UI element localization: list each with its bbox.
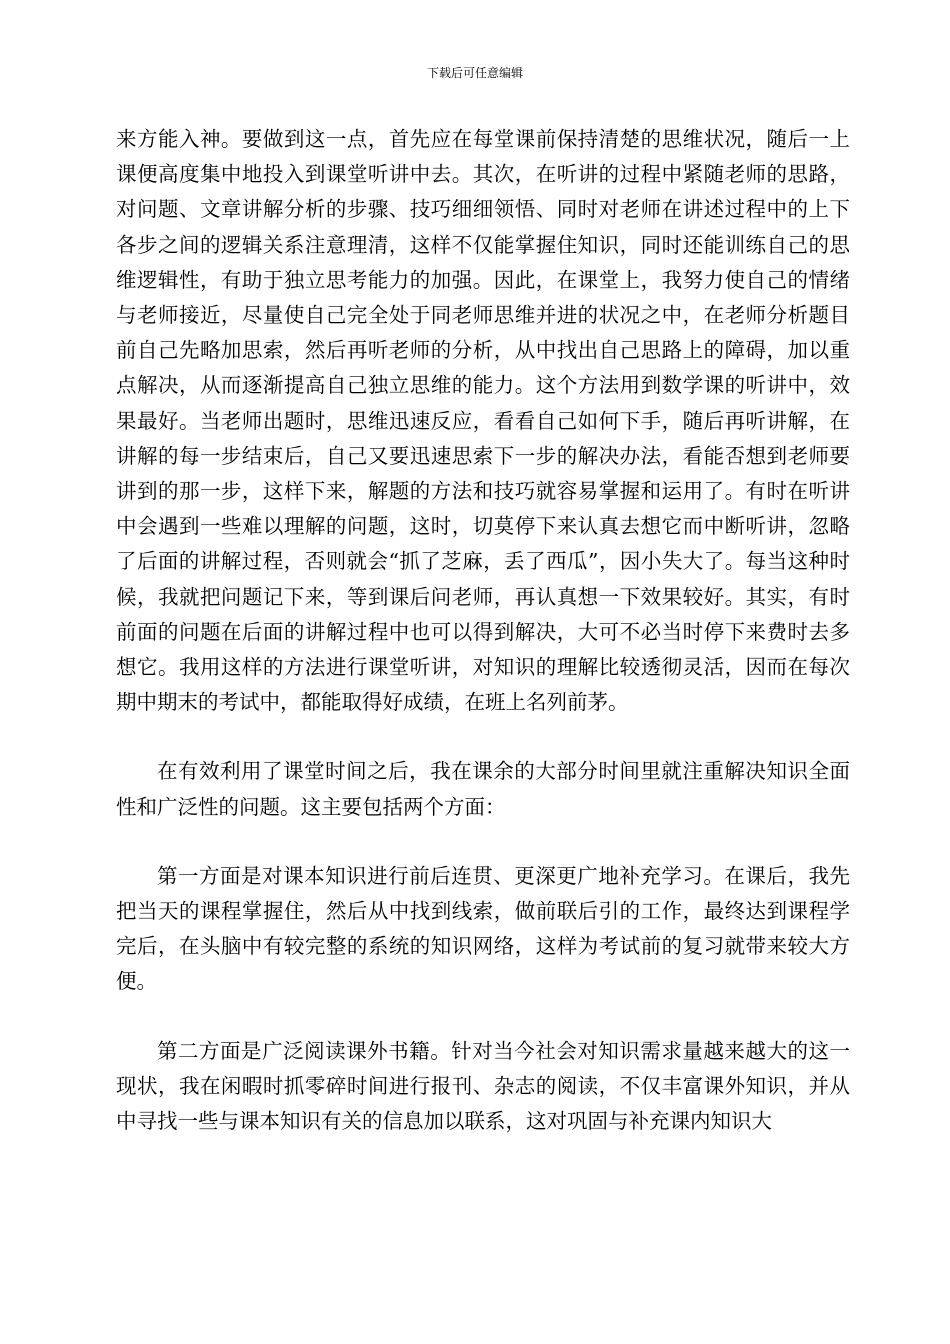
paragraph: 在有效利用了课堂时间之后，我在课余的大部分时间里就注重解决知识全面性和广泛性的问题。这主要包括两个方面： — [116, 759, 850, 819]
paragraph: 第二方面是广泛阅读课外书籍。针对当今社会对知识需求量越来越大的这一现状，我在闲暇时抓零碎时间进行报刊、杂志的阅读，不仅丰富课外知识，并从中寻找一些与课本知识有关的信息加以联系，这对巩固与补充课内知识大 — [116, 1038, 850, 1134]
document-body — [116, 122, 850, 1173]
paragraph: 第一方面是对课本知识进行前后连贯、更深更广地补充学习。在课后，我先把当天的课程掌握住，然后从中找到线索，做前联后引的工作，最终达到课程学完后，在头脑中有较完整的系统的知识网络，这样为考试前的复习就带来较大方便。 — [116, 863, 850, 994]
page-header: 下载后可任意编辑 — [426, 66, 523, 80]
paragraph-continued: 来方能入神。要做到这一点，首先应在每堂课前保持清楚的思维状况，随后一上课便高度集中地投入到课堂听讲中去。其次，在听讲的过程中紧随老师的思路，对问题、文章讲解分析的步骤、技巧细细领悟、同时对老师在讲述过程中的上下各步之间的逻辑关系注意理清，这样不仅能掌握住知识，同时还能训练自己的思维逻辑性，有助于独立思考能力的加强。因此，在课堂上，我努力使自己的情绪与老师接近，尽量使自己完全处于同老师思维并进的状况之中，在老师分析题目前自己先略加思索，然后再听老师的分析，从中找出自己思路上的障碍，加以重点解决，从而逐渐提高自己独立思维的能力。这个方法用到数学课的听讲中，效果最好。当老师出题时，思维迅速反应，看看自己如何下手，随后再听讲解，在讲解的每一步结束后，自己又要迅速思索下一步的解决办法，看能否想到老师要讲到的那一步，这样下来，解题的方法和技巧就容易掌握和运用了。有时在听讲中会遇到一些难以理解的问题，这时，切莫停下来认真去想它而中断听讲，忽略了后面的讲解过程，否则就会“抓了芝麻，丢了西瓜”，因小失大了。每当这种时候，我就把问题记下来，等到课后问老师，再认真想一下效果较好。其实，有时前面的问题在后面的讲解过程中也可以得到解决，大可不必当时停下来费时去多想它。我用这样的方法进行课堂听讲，对知识的理解比较透彻灵活，因而在每次期中期末的考试中，都能取得好成绩，在班上名列前茅。 — [116, 127, 850, 715]
